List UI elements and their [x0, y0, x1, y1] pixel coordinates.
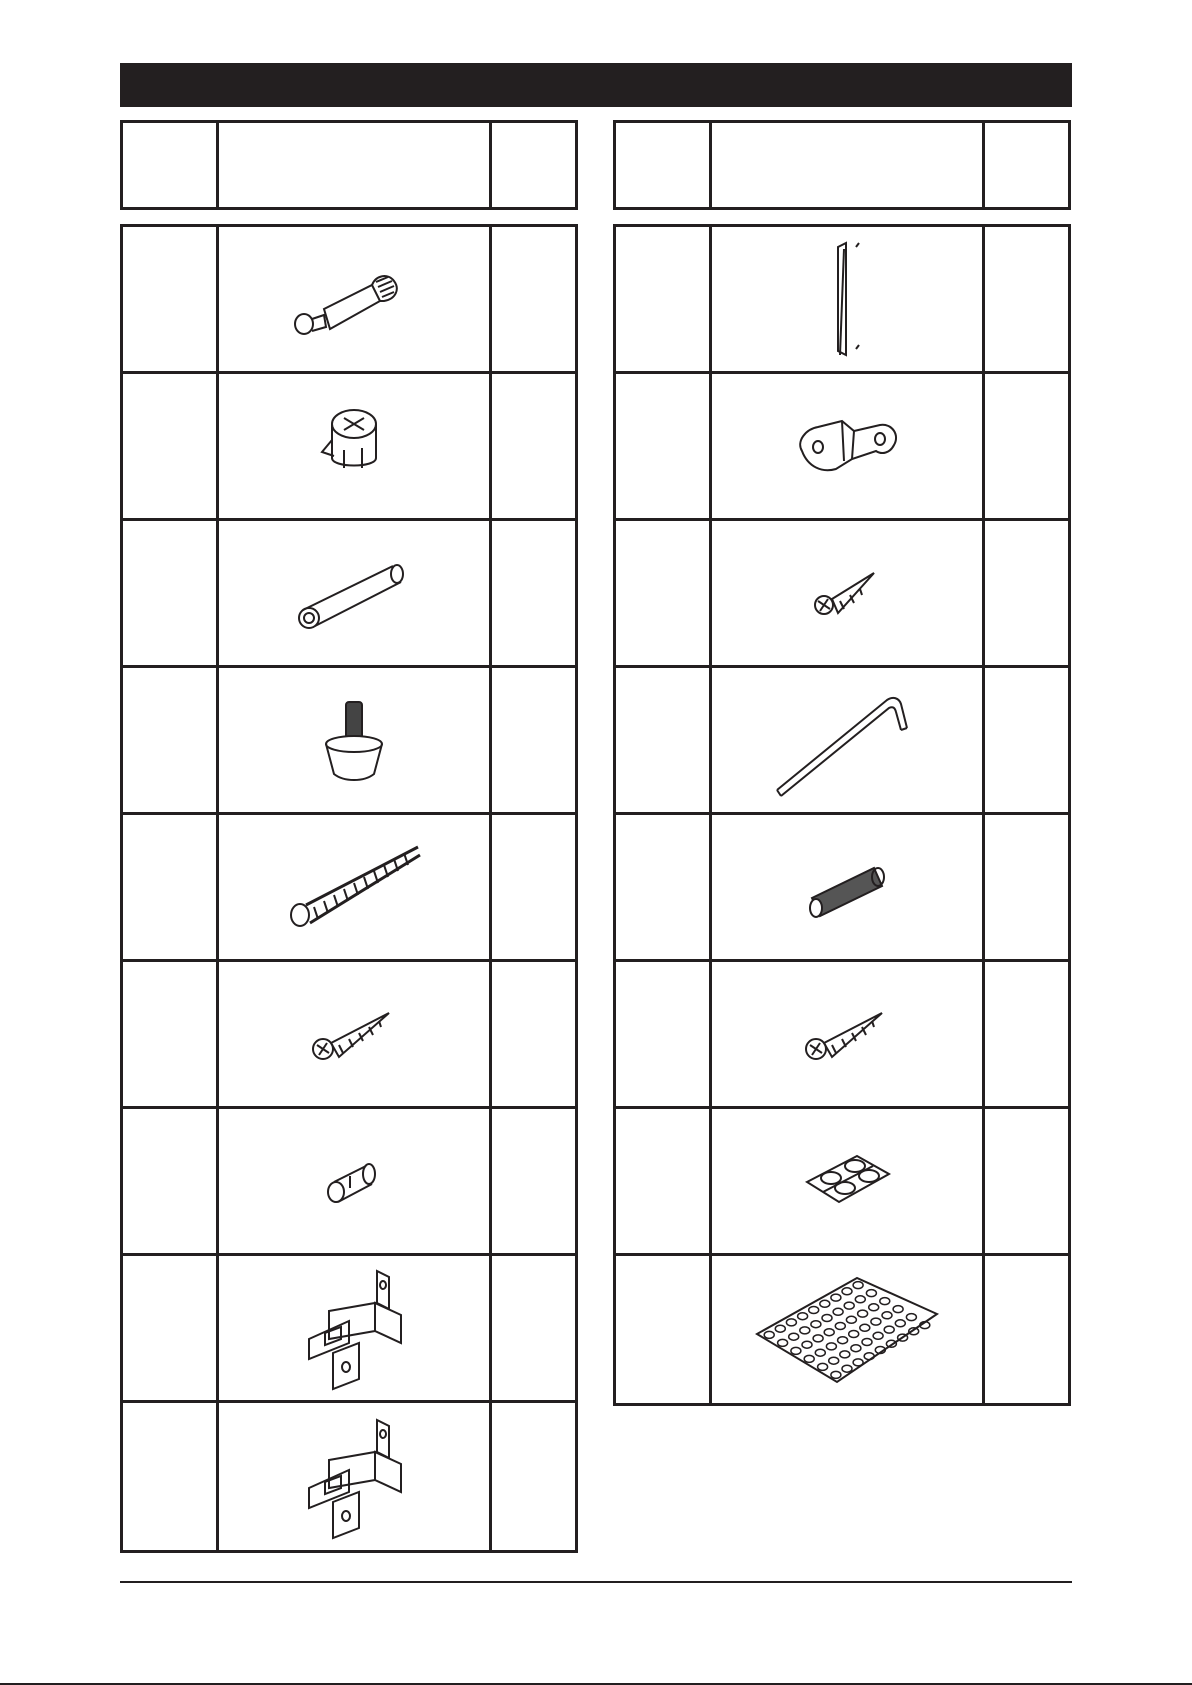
- small-screw-icon: [812, 563, 882, 623]
- table-row: [123, 1403, 575, 1550]
- felt-dot: [826, 1342, 836, 1349]
- table-row: [616, 227, 1068, 374]
- felt-dot: [858, 1310, 868, 1317]
- left-parts-table: [120, 224, 578, 1553]
- felt-dot: [884, 1326, 894, 1333]
- felt-dot: [818, 1363, 828, 1370]
- felt-dot: [835, 1322, 845, 1329]
- felt-dot: [869, 1303, 879, 1310]
- felt-dot: [764, 1331, 774, 1338]
- felt-dot: [860, 1324, 870, 1331]
- felt-dot: [880, 1297, 890, 1304]
- felt-dot: [775, 1325, 785, 1332]
- left-table-header: [120, 120, 578, 210]
- threaded-rod-icon: [802, 852, 892, 922]
- felt-dot: [786, 1318, 796, 1325]
- felt-dot: [853, 1358, 863, 1365]
- felt-dot: [846, 1316, 856, 1323]
- felt-dot: [895, 1319, 905, 1326]
- felt-dot: [829, 1357, 839, 1364]
- cabinet-hinge-icon: [289, 1412, 419, 1542]
- right-header-col-no: [616, 123, 712, 207]
- felt-dot: [864, 1352, 874, 1359]
- felt-dot: [824, 1328, 834, 1335]
- table-row: [123, 1256, 575, 1403]
- felt-dot: [815, 1349, 825, 1356]
- table-row: [616, 668, 1068, 815]
- table-row: [616, 374, 1068, 521]
- table-row: [123, 962, 575, 1109]
- cam-bolt-icon: [284, 249, 424, 349]
- wooden-dowel-icon: [289, 548, 419, 638]
- table-row: [123, 227, 575, 374]
- right-header-col-qty: [985, 123, 1068, 207]
- table-row: [616, 1256, 1068, 1403]
- felt-dot: [862, 1338, 872, 1345]
- felt-dot: [809, 1306, 819, 1313]
- table-row: [616, 1109, 1068, 1256]
- felt-dot: [833, 1308, 843, 1315]
- footer-divider: [120, 1581, 1072, 1583]
- cabinet-hinge-icon: [289, 1263, 419, 1393]
- felt-dot: [838, 1336, 848, 1343]
- felt-dot: [831, 1371, 841, 1378]
- table-row: [123, 374, 575, 521]
- handle-icon: [822, 239, 872, 359]
- felt-dot: [778, 1339, 788, 1346]
- felt-dot: [866, 1289, 876, 1296]
- leveling-foot-icon: [314, 690, 394, 790]
- felt-dot: [831, 1294, 841, 1301]
- felt-dot: [906, 1313, 916, 1320]
- felt-dot: [842, 1287, 852, 1294]
- felt-dot: [820, 1300, 830, 1307]
- felt-dot: [873, 1332, 883, 1339]
- right-table-header: [613, 120, 1071, 210]
- felt-dot: [882, 1311, 892, 1318]
- left-header-col-no: [123, 123, 219, 207]
- wood-screw-icon: [802, 999, 892, 1069]
- table-row: [616, 521, 1068, 668]
- felt-dot: [840, 1350, 850, 1357]
- table-row: [123, 815, 575, 962]
- felt-dot: [822, 1314, 832, 1321]
- cam-lock-icon: [304, 396, 404, 496]
- felt-dot: [842, 1365, 852, 1372]
- header-bar: [120, 63, 1072, 107]
- long-screw-icon: [284, 837, 424, 937]
- felt-dot: [791, 1347, 801, 1354]
- table-row: [123, 668, 575, 815]
- left-header-col-part: [219, 123, 492, 207]
- felt-dot: [804, 1355, 814, 1362]
- table-row: [616, 815, 1068, 962]
- felt-dot: [798, 1312, 808, 1319]
- right-header-col-part: [712, 123, 985, 207]
- felt-dot: [871, 1318, 881, 1325]
- table-row: [123, 521, 575, 668]
- corner-bracket-icon: [792, 411, 902, 481]
- felt-dot: [855, 1295, 865, 1302]
- shelf-pin-icon: [314, 1146, 394, 1216]
- felt-dot-sheet-icon: [747, 1270, 947, 1390]
- felt-dot: [853, 1281, 863, 1288]
- felt-dot: [789, 1333, 799, 1340]
- felt-dot: [811, 1320, 821, 1327]
- felt-dot: [844, 1302, 854, 1309]
- felt-dot: [849, 1330, 859, 1337]
- felt-dot: [813, 1334, 823, 1341]
- felt-dot: [800, 1326, 810, 1333]
- table-row: [123, 1109, 575, 1256]
- felt-dot: [802, 1341, 812, 1348]
- felt-dot: [893, 1305, 903, 1312]
- left-header-col-qty: [492, 123, 575, 207]
- wood-screw-icon: [309, 999, 399, 1069]
- right-parts-table: [613, 224, 1071, 1406]
- table-row: [616, 962, 1068, 1109]
- bumper-pads-icon: [797, 1146, 897, 1216]
- felt-dot: [851, 1344, 861, 1351]
- allen-key-icon: [767, 680, 927, 800]
